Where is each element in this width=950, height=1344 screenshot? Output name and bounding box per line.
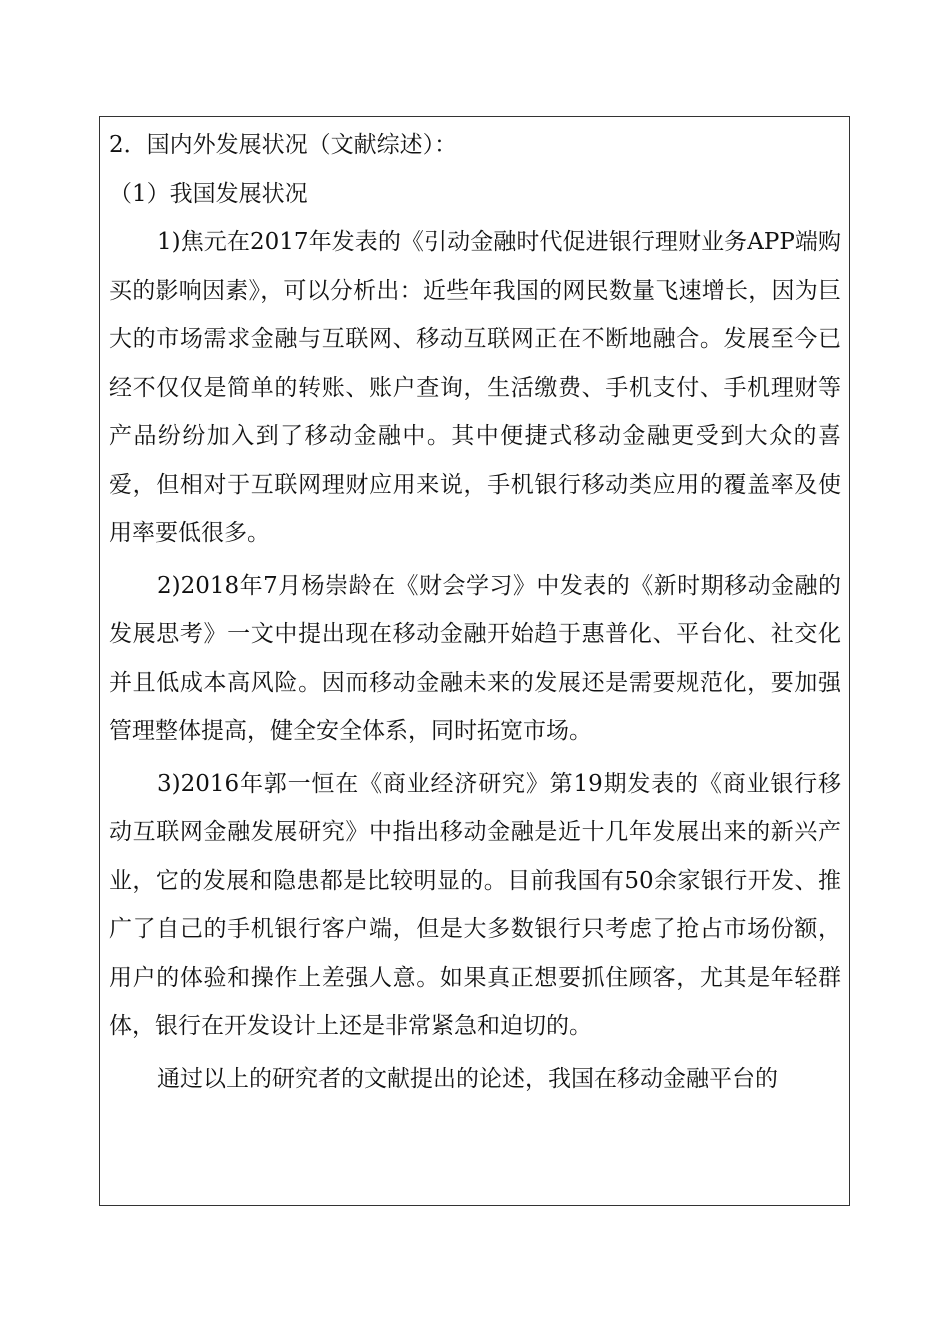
paragraph-3: 3)2016年郭一恒在《商业经济研究》第19期发表的《商业银行移动互联网金融发展研究》中指出移动金融是近十几年发展出来的新兴产业，它的发展和隐患都是比较明显的。目前我国有50余家银行开发、推广了自己的手机银行客户端，但是大多数银行只考虑了抢占市场份额，用户的体验和操作上差强人意。如果真正想要抓住顾客，尤其是年轻群体，银行在开发设计上还是非常紧急和迫切的。 [109,770,841,1039]
paragraph-2: 2)2018年7月杨崇龄在《财会学习》中发表的《新时期移动金融的发展思考》一文中提出现在移动金融开始趋于惠普化、平台化、社交化并且低成本高风险。因而移动金融未来的发展还是需要规范化，要加强管理整体提高，健全安全体系，同时拓宽市场。 [109,572,841,744]
document-body [109,121,841,1107]
section-title: 2．国内外发展状况（文献综述）： [109,132,458,158]
paragraph-4: 通过以上的研究者的文献提出的论述，我国在移动金融平台的 [157,1065,778,1092]
literature-review-box [99,116,850,1206]
subsection-title: （1）我国发展状况 [109,180,308,207]
paragraph-1: 1)焦元在2017年发表的《引动金融时代促进银行理财业务APP端购买的影响因素》，可以分析出：近些年我国的网民数量飞速增长，因为巨大的市场需求金融与互联网、移动互联网正在不断地融合。发展至今已经不仅仅是简单的转账、账户查询，生活缴费、手机支付、手机理财等产品纷纷加入到了移动金融中。其中便捷式移动金融更受到大众的喜爱，但相对于互联网理财应用来说，手机银行移动类应用的覆盖率及使用率要低很多。 [109,229,841,546]
